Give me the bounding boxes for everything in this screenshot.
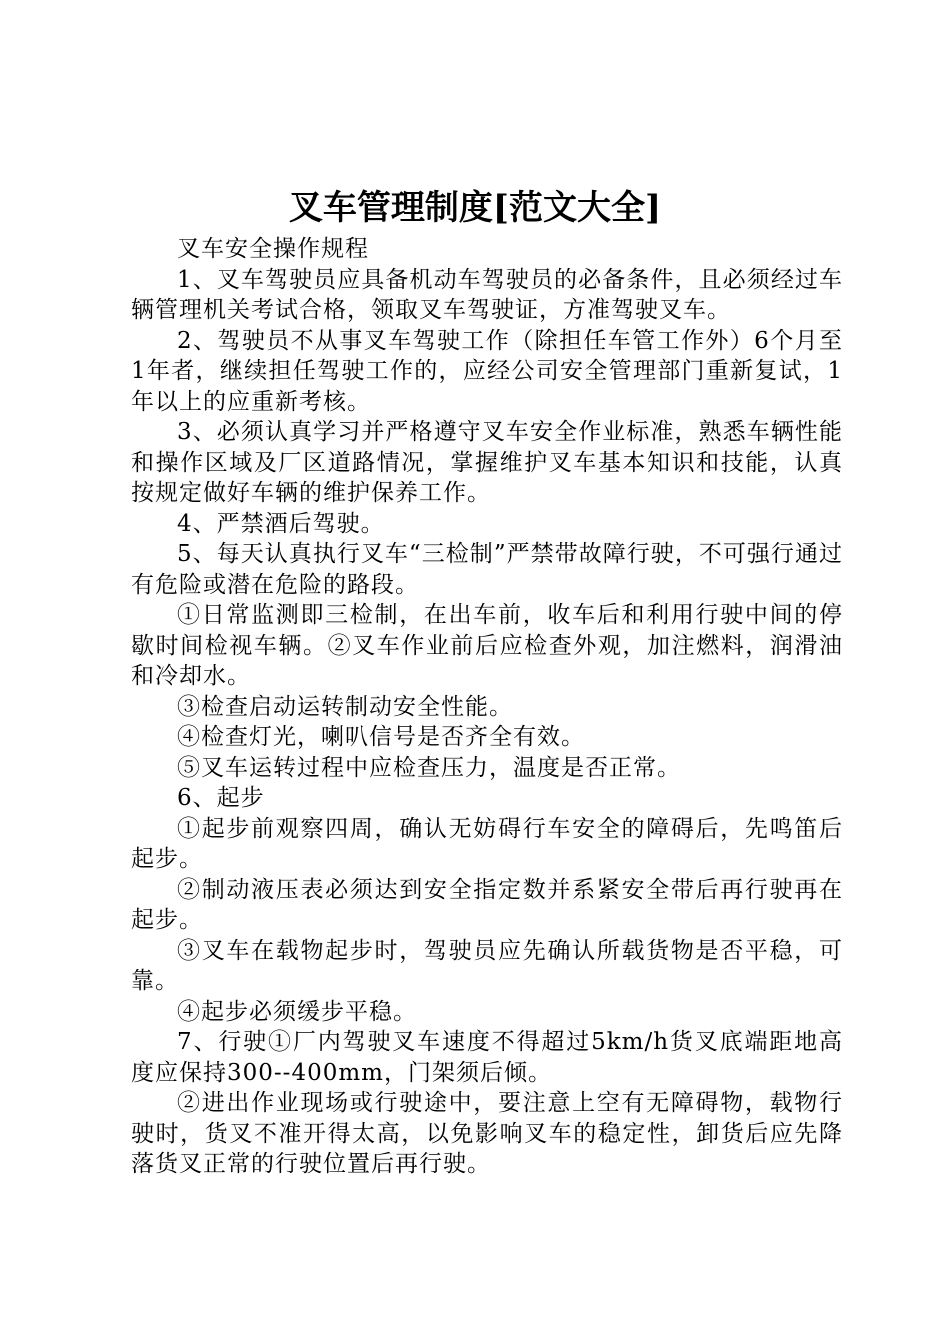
paragraph-sub-item: ③叉车在载物起步时，驾驶员应先确认所载货物是否平稳，可靠。 <box>131 937 843 994</box>
paragraph-item-2: 2、驾驶员不从事叉车驾驶工作（除担任车管工作外）6个月至1年者，继续担任驾驶工作的，应经公司安全管理部门重新复试，1年以上的应重新考核。 <box>131 327 843 415</box>
paragraph-item-4: 4、严禁酒后驾驶。 <box>177 510 385 537</box>
document-body <box>131 234 843 1180</box>
paragraph-sub-item: ③检查启动运转制动安全性能。 <box>177 693 513 720</box>
paragraph-sub-item: ⑤叉车运转过程中应检查压力，温度是否正常。 <box>177 754 681 781</box>
paragraph-sub-item: ④检查灯光，喇叭信号是否齐全有效。 <box>177 724 585 750</box>
paragraph-sub-item: ④起步必须缓步平稳。 <box>177 998 417 1025</box>
paragraph-item-5: 5、每天认真执行叉车“三检制”严禁带故障行驶，不可强行通过有危险或潜在危险的路段。 <box>131 541 843 598</box>
paragraph-item-7: 7、行驶①厂内驾驶叉车速度不得超过5km/h货叉底端距地高度应保持300--400mm，门架须后倾。 <box>131 1029 843 1086</box>
paragraph-item-3: 3、必须认真学习并严格遵守叉车安全作业标准，熟悉车辆性能和操作区域及厂区道路情况，掌握维护叉车基本知识和技能，认真按规定做好车辆的维护保养工作。 <box>131 419 843 506</box>
paragraph-sub-item: ①起步前观察四周，确认无妨碍行车安全的障碍后，先鸣笛后起步。 <box>131 815 843 872</box>
paragraph-item-6: 6、起步 <box>177 785 265 811</box>
paragraph-sub-item: ②进出作业现场或行驶途中，要注意上空有无障碍物，载物行驶时，货叉不准开得太高，以免影响叉车的稳定性，卸货后应先降落货叉正常的行驶位置后再行驶。 <box>131 1090 843 1177</box>
section-heading: 叉车安全操作规程 <box>177 236 369 262</box>
document-title: 叉车管理制度[范文大全] <box>288 188 662 228</box>
paragraph-item-1: 1、叉车驾驶员应具备机动车驾驶员的必备条件，且必须经过车辆管理机关考试合格，领取叉车驾驶证，方准驾驶叉车。 <box>131 266 843 323</box>
paragraph-sub-item: ①日常监测即三检制，在出车前，收车后和利用行驶中间的停歇时间检视车辆。②叉车作业前后应检查外观，加注燃料，润滑油和冷却水。 <box>131 602 843 689</box>
paragraph-sub-item: ②制动液压表必须达到安全指定数并系紧安全带后再行驶再在起步。 <box>131 876 843 933</box>
